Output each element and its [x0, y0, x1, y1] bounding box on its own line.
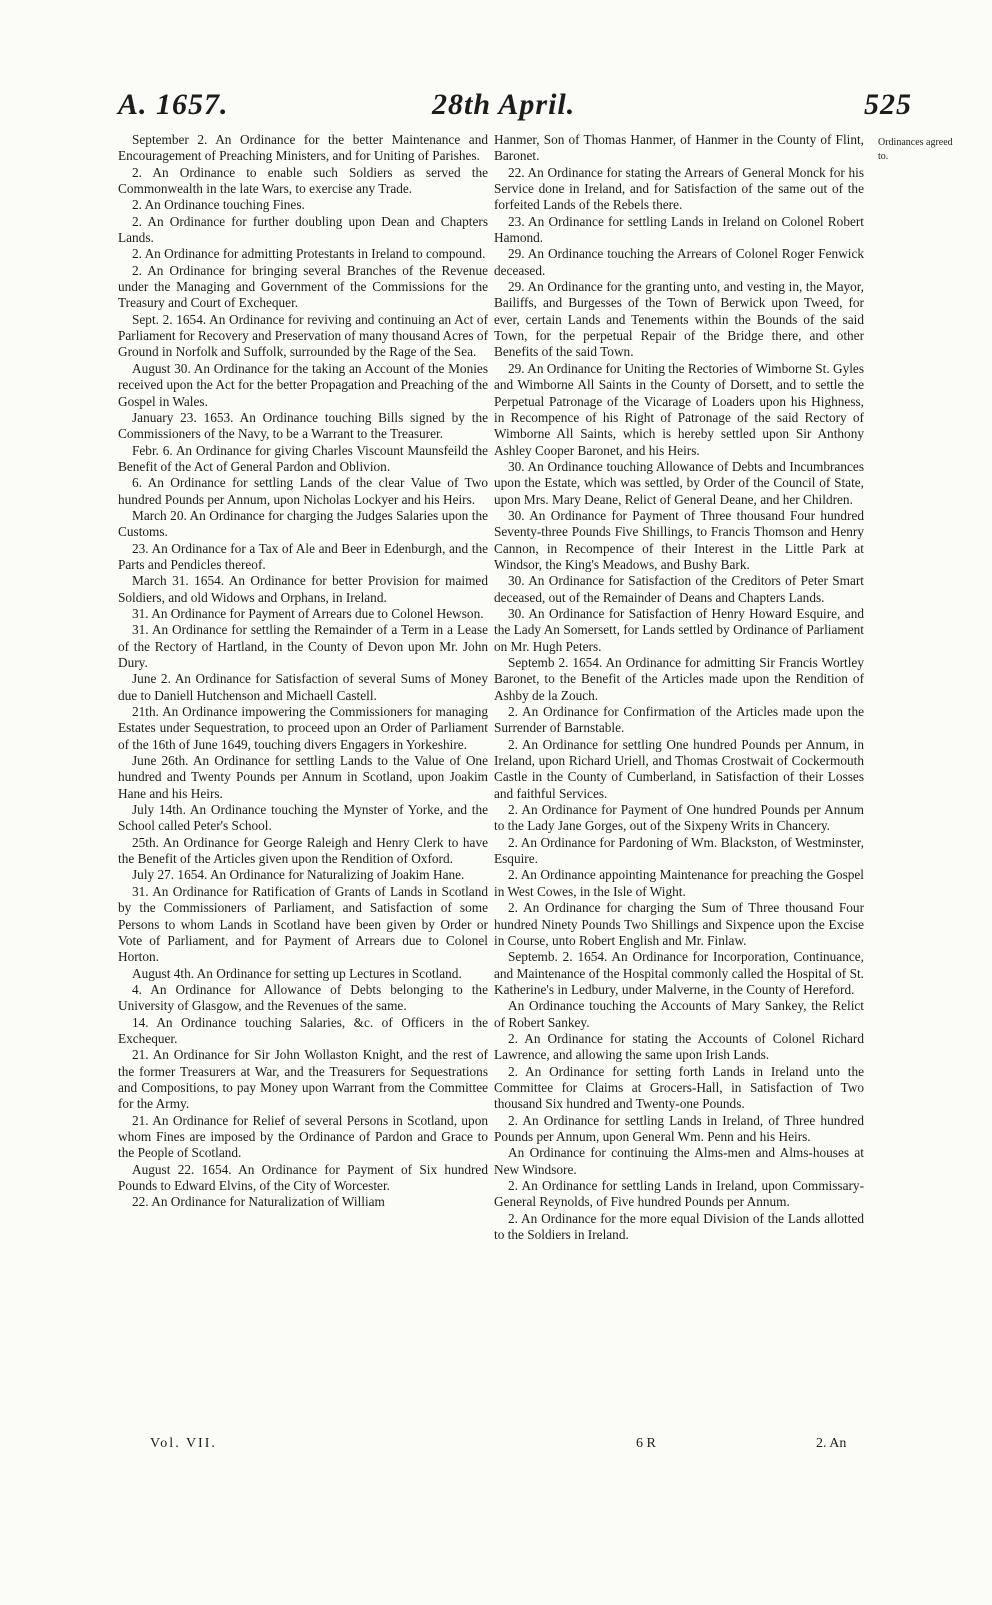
- ordinance-entry: 21. An Ordinance for Sir John Wollaston Knight, and the rest of the former Treasurers at War, and the Treasurers for Sequestrations and Compositions, to pay Money upon Warrant from the Committee for the Army.: [118, 1047, 488, 1112]
- ordinance-entry: July 14th. An Ordinance touching the Mynster of Yorke, and the School called Peter's School.: [118, 802, 488, 834]
- ordinance-entry: 14. An Ordinance touching Salaries, &c. of Officers in the Exchequer.: [118, 1014, 488, 1046]
- ordinance-entry: 31. An Ordinance for settling the Remainder of a Term in a Lease of the Rectory of Hartland, in the County of Devon upon Mr. John Dury.: [118, 622, 488, 670]
- ordinance-entry: 6. An Ordinance for settling Lands of the clear Value of Two hundred Pounds per Annum, upon Nicholas Lockyer and his Heirs.: [118, 475, 488, 507]
- ordinance-entry: 30. An Ordinance for Satisfaction of the Creditors of Peter Smart deceased, out of the Remainder of Deans and Chapters Lands.: [494, 573, 864, 605]
- ordinance-entry: July 27. 1654. An Ordinance for Naturalizing of Joakim Hane.: [132, 867, 465, 883]
- ordinance-entry: 23. An Ordinance for a Tax of Ale and Beer in Edenburgh, and the Parts and Pendicles thereof.: [118, 540, 488, 572]
- running-head-year: A. 1657.: [118, 88, 229, 121]
- ordinance-entry: 2. An Ordinance for settling Lands in Ireland, of Three hundred Pounds per Annum, upon General Wm. Penn and his Heirs.: [494, 1112, 864, 1144]
- ordinance-entry: 29. An Ordinance for the granting unto, and vesting in, the Mayor, Bailiffs, and Burgesses of the Town of Berwick upon Tweed, for ever, certain Lands and Tenements within the Bounds of the said Town, for the perpetual Repair of the Bridge there, and other Benefits of the said Town.: [494, 279, 864, 360]
- ordinance-entry: 29. An Ordinance touching the Arrears of Colonel Roger Fenwick deceased.: [494, 246, 864, 278]
- ordinance-entry: March 31. 1654. An Ordinance for better Provision for maimed Soldiers, and old Widows and Orphans, in Ireland.: [118, 573, 488, 605]
- page-number: 525: [864, 88, 912, 121]
- ordinance-entry: Febr. 6. An Ordinance for giving Charles Viscount Maunsfeild the Benefit of the Act of General Pardon and Oblivion.: [118, 442, 488, 474]
- ordinance-entry: January 23. 1653. An Ordinance touching Bills signed by the Commissioners of the Navy, to be a Warrant to the Treasurer.: [118, 409, 488, 442]
- ordinance-entry: June 2. An Ordinance for Satisfaction of several Sums of Money due to Daniell Hutchenson and Michaell Castell.: [118, 671, 488, 703]
- ordinance-entry: 22. An Ordinance for stating the Arrears of General Monck for his Service done in Ireland, and for Satisfaction of the same out of the forfeited Lands of the Rebels there.: [494, 164, 864, 213]
- ordinance-entry: 2. An Ordinance for bringing several Branches of the Revenue under the Managing and Government of the Commissions for the Treasury and Court of Exchequer.: [118, 262, 488, 311]
- ordinance-entry: 29. An Ordinance for Uniting the Rectories of Wimborne St. Gyles and Wimborne All Saints in the County of Dorsett, and to settle the Perpetual Patronage of the Vicarage of Loaders upon his Highness, in Recompence of his Right of Patronage of the said Rectory of Wimborne All Saints, which is hereby settled upon Sir Anthony Ashley Cooper Baronet, and his Heirs.: [494, 360, 864, 458]
- ordinance-entry: 22. An Ordinance for Naturalization of William: [132, 1194, 385, 1210]
- ordinance-entry: August 22. 1654. An Ordinance for Payment of Six hundred Pounds to Edward Elvins, of the City of Worcester.: [118, 1161, 488, 1193]
- ordinance-entry: 2. An Ordinance for settling Lands in Ireland, upon Commissary-General Reynolds, of Five hundred Pounds per Annum.: [494, 1178, 864, 1210]
- ordinance-entry: 2. An Ordinance for stating the Accounts of Colonel Richard Lawrence, and allowing the same upon Irish Lands.: [494, 1030, 864, 1063]
- ordinance-entry: 2. An Ordinance for settling One hundred Pounds per Annum, in Ireland, upon Richard Uriell, and Thomas Crostwait of Cockermouth Castle in the County of Cumberland, in Satisfaction of their Losses and faithful Services.: [494, 736, 864, 801]
- running-head-date: 28th April.: [432, 88, 576, 121]
- ordinance-entry: March 20. An Ordinance for charging the Judges Salaries upon the Customs.: [118, 507, 488, 540]
- ordinance-entry: 4. An Ordinance for Allowance of Debts belonging to the University of Glasgow, and the Revenues of the same.: [118, 981, 488, 1014]
- ordinance-entry: 31. An Ordinance for Payment of Arrears due to Colonel Hewson.: [132, 605, 484, 621]
- ordinance-entry: 2. An Ordinance appointing Maintenance for preaching the Gospel in West Cowes, in the Isle of Wight.: [494, 867, 864, 899]
- ordinance-entry: 30. An Ordinance for Payment of Three thousand Four hundred Seventy-three Pounds Five Shillings, to Francis Thomson and Henry Cannon, in Recompence of their Interest in the Little Park at Windsor, the King's Meadows, and Bushy Bark.: [494, 507, 864, 572]
- ordinance-entry: 2. An Ordinance for charging the Sum of Three thousand Four hundred Ninety Pounds Two Shillings and Sixpence upon the Excise in Course, unto Robert English and Mr. Finlaw.: [494, 900, 864, 948]
- ordinance-entry: 23. An Ordinance for settling Lands in Ireland on Colonel Robert Hamond.: [494, 213, 864, 246]
- ordinance-entry: 2. An Ordinance for Payment of One hundred Pounds per Annum to the Lady Jane Gorges, out of the Sixpeny Writs in Chancery.: [494, 802, 864, 834]
- ordinance-entry: 31. An Ordinance for Ratification of Grants of Lands in Scotland by the Commissioners of Parliament, and Satisfaction of some Persons to whom Lands in Scotland have been given by Order or Vote of Parliament, and for Payment of Arrears due to Colonel Horton.: [118, 883, 488, 965]
- ordinance-entry: 2. An Ordinance for setting forth Lands in Ireland unto the Committee for Claims at Grocers-Hall, in Satisfaction of Two thousand Six hundred and Twenty-one Pounds.: [494, 1063, 864, 1112]
- ordinance-entry: June 26th. An Ordinance for settling Lands to the Value of One hundred and Twenty Pounds per Annum in Scotland, upon Joakim Hane and his Heirs.: [118, 753, 488, 801]
- ordinance-entry: 2. An Ordinance for Pardoning of Wm. Blackston, of Westminster, Esquire.: [494, 834, 864, 867]
- ordinance-entry: 30. An Ordinance for Satisfaction of Henry Howard Esquire, and the Lady An Somersett, for Lands settled by Ordinance of Parliament on Mr. Hugh Peters.: [494, 605, 864, 654]
- ordinance-entry: 21. An Ordinance for Relief of several Persons in Scotland, upon whom Fines are imposed by the Ordinance of Pardon and Grace to the People of Scotland.: [118, 1112, 488, 1161]
- ordinance-entry: Septemb. 2. 1654. An Ordinance for Incorporation, Continuance, and Maintenance of the Hospital commonly called the Hospital of St. Katherine's in Ledbury, under Malverne, in the County of Hereford.: [494, 949, 864, 997]
- ordinance-entry: An Ordinance touching the Accounts of Mary Sankey, the Relict of Robert Sankey.: [494, 998, 864, 1030]
- ordinance-entry: 25th. An Ordinance for George Raleigh and Henry Clerk to have the Benefit of the Articles given upon the Rendition of Oxford.: [118, 834, 488, 867]
- ordinance-entry: 2. An Ordinance for further doubling upon Dean and Chapters Lands.: [118, 213, 488, 246]
- volume-label: Vol. VII.: [150, 1436, 217, 1451]
- right-text-column: [494, 132, 864, 1243]
- ordinance-entry: 2. An Ordinance touching Fines.: [132, 197, 305, 213]
- signature-mark: 6 R: [636, 1436, 656, 1451]
- ordinance-entry: An Ordinance for continuing the Alms-men and Alms-houses at New Windsore.: [494, 1145, 864, 1177]
- ordinance-entry: 21th. An Ordinance impowering the Commissioners for managing Estates under Sequestration, to proceed upon an Order of Parliament of the 16th of June 1649, touching divers Engagers in Yorkeshire.: [118, 704, 488, 752]
- ordinance-entry: August 4th. An Ordinance for setting up Lectures in Scotland.: [132, 965, 462, 981]
- ordinance-entry: 30. An Ordinance touching Allowance of Debts and Incumbrances upon the Estate, which was settled, by Order of the Council of State, upon Mrs. Mary Deane, Relict of General Deane, and her Children.: [494, 458, 864, 507]
- ordinance-entry: September 2. An Ordinance for the better Maintenance and Encouragement of Preaching Ministers, and for Uniting of Parishes.: [118, 132, 488, 164]
- ordinance-entry: 2. An Ordinance for Confirmation of the Articles made upon the Surrender of Barnstable.: [494, 704, 864, 736]
- ordinance-entry: August 30. An Ordinance for the taking an Account of the Monies received upon the Act for the better Propagation and Preaching of the Gospel in Wales.: [118, 360, 488, 409]
- catchword: 2. An: [816, 1436, 847, 1451]
- left-text-column: [118, 132, 488, 1211]
- ordinance-entry: Sept. 2. 1654. An Ordinance for reviving and continuing an Act of Parliament for Recovery and Preservation of many thousand Acres of Ground in Norfolk and Suffolk, surrounded by the Rage of the Sea.: [118, 311, 488, 360]
- ordinance-entry: 2. An Ordinance to enable such Soldiers as served the Commonwealth in the late Wars, to exercise any Trade.: [118, 164, 488, 197]
- margin-note: Ordinances agreed to.: [878, 137, 953, 162]
- ordinance-entry: 2. An Ordinance for the more equal Division of the Lands allotted to the Soldiers in Ireland.: [494, 1210, 864, 1243]
- ordinance-entry: 2. An Ordinance for admitting Protestants in Ireland to compound.: [132, 246, 486, 262]
- ordinance-entry: Septemb 2. 1654. An Ordinance for admitting Sir Francis Wortley Baronet, to the Benefit of the Articles made upon the Rendition of Ashby de la Zouch.: [494, 655, 864, 703]
- ordinance-entry: Hanmer, Son of Thomas Hanmer, of Hanmer in the County of Flint, Baronet.: [494, 132, 864, 164]
